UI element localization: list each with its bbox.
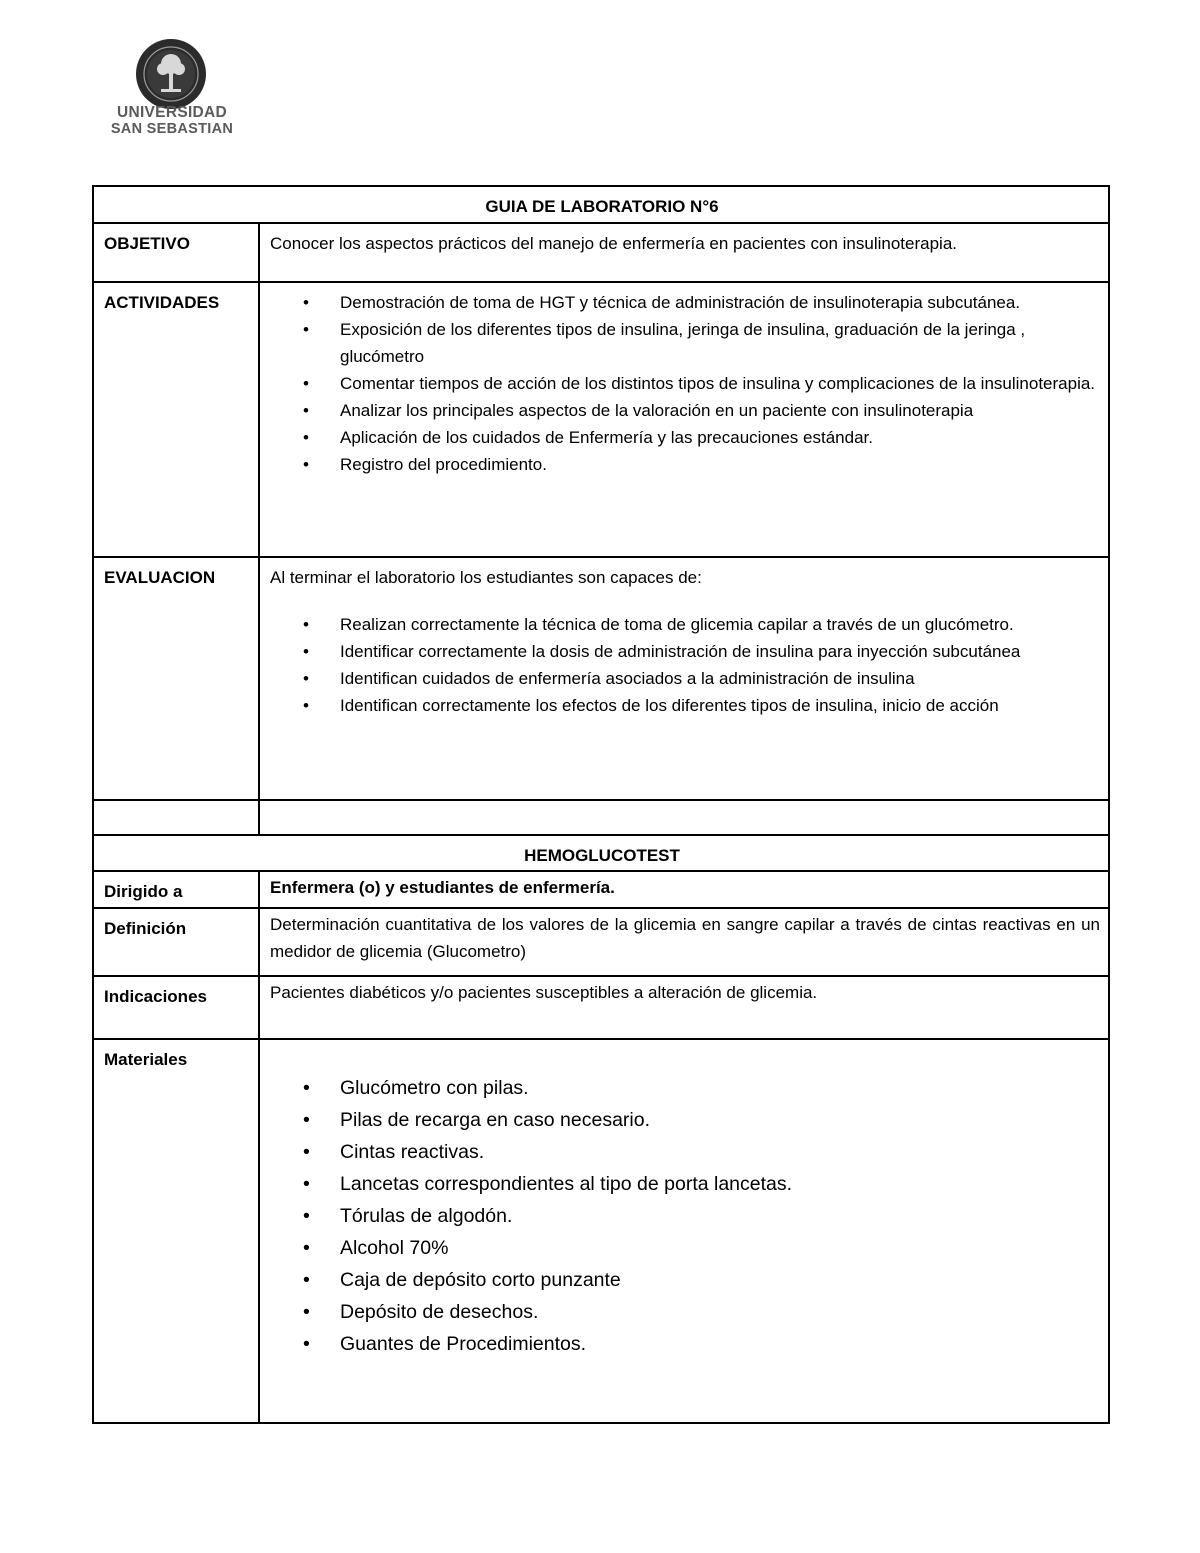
evaluacion-intro: Al terminar el laboratorio los estudiantes son capaces de: <box>270 568 702 587</box>
objetivo-text: Conocer los aspectos prácticos del manejo de enfermería en pacientes con insulinoterapia. <box>259 223 1109 282</box>
list-item: • Exposición de los diferentes tipos de insulina, jeringa de insulina, graduación de la jeringa , glucómetro <box>340 316 1100 370</box>
materiales-row <box>93 1039 1109 1423</box>
list-item: • Guantes de Procedimientos. <box>340 1328 1100 1360</box>
hgt-title-row <box>93 835 1109 871</box>
list-item: • Pilas de recarga en caso necesario. <box>340 1104 1100 1136</box>
materiales-content <box>259 1039 1109 1423</box>
indicaciones-row <box>93 976 1109 1039</box>
actividades-list <box>270 289 1100 478</box>
university-name-line1: UNIVERSIDAD <box>116 104 228 121</box>
evaluacion-list <box>270 611 1100 719</box>
list-item: • Glucómetro con pilas. <box>340 1072 1100 1104</box>
guide-title-row <box>93 186 1109 223</box>
materiales-label: Materiales <box>93 1039 259 1423</box>
definicion-text: Determinación cuantitativa de los valores de la glicemia en sangre capilar a través de cintas reactivas en un medidor de glicemia (Glucometro) <box>259 908 1109 976</box>
indicaciones-text: Pacientes diabéticos y/o pacientes susceptibles a alteración de glicemia. <box>259 976 1109 1039</box>
dirigido-text: Enfermera (o) y estudiantes de enfermería. <box>259 871 1109 908</box>
list-item: • Realizan correctamente la técnica de toma de glicemia capilar a través de un glucómetro. <box>340 611 1100 638</box>
list-item: • Identificar correctamente la dosis de administración de insulina para inyección subcutánea <box>340 638 1100 665</box>
definicion-label: Definición <box>93 908 259 976</box>
actividades-row <box>93 282 1109 557</box>
evaluacion-content <box>259 557 1109 800</box>
list-item: • Depósito de desechos. <box>340 1296 1100 1328</box>
objetivo-row <box>93 223 1109 282</box>
dirigido-label: Dirigido a <box>93 871 259 908</box>
list-item: • Tórulas de algodón. <box>340 1200 1100 1232</box>
lab-guide-table <box>92 185 1110 1424</box>
list-item: • Aplicación de los cuidados de Enfermería y las precauciones estándar. <box>340 424 1100 451</box>
university-name-line2: SAN SEBASTIAN <box>110 121 234 137</box>
evaluacion-row <box>93 557 1109 800</box>
list-item: • Identifican cuidados de enfermería asociados a la administración de insulina <box>340 665 1100 692</box>
list-item: • Analizar los principales aspectos de la valoración en un paciente con insulinoterapia <box>340 397 1100 424</box>
list-item: • Lancetas correspondientes al tipo de porta lancetas. <box>340 1168 1100 1200</box>
empty-cell <box>259 800 1109 835</box>
actividades-content <box>259 282 1109 557</box>
dirigido-row <box>93 871 1109 908</box>
definicion-row <box>93 908 1109 976</box>
list-item: • Comentar tiempos de acción de los distintos tipos de insulina y complicaciones de la insulinoterapia. <box>340 370 1100 397</box>
list-item: • Cintas reactivas. <box>340 1136 1100 1168</box>
university-logo <box>98 38 246 138</box>
materiales-list <box>270 1072 1100 1360</box>
list-item: • Caja de depósito corto punzante <box>340 1264 1100 1296</box>
empty-row <box>93 800 1109 835</box>
university-seal-icon <box>135 38 207 110</box>
hgt-title: HEMOGLUCOTEST <box>93 835 1109 871</box>
empty-cell <box>93 800 259 835</box>
list-item: • Registro del procedimiento. <box>340 451 1100 478</box>
objetivo-label: OBJETIVO <box>93 223 259 282</box>
list-item: • Alcohol 70% <box>340 1232 1100 1264</box>
list-item: • Demostración de toma de HGT y técnica de administración de insulinoterapia subcutánea. <box>340 289 1100 316</box>
evaluacion-label: EVALUACION <box>93 557 259 800</box>
actividades-label: ACTIVIDADES <box>93 282 259 557</box>
guide-title: GUIA DE LABORATORIO N°6 <box>93 186 1109 223</box>
list-item: • Identifican correctamente los efectos de los diferentes tipos de insulina, inicio de acción <box>340 692 1100 719</box>
indicaciones-label: Indicaciones <box>93 976 259 1039</box>
